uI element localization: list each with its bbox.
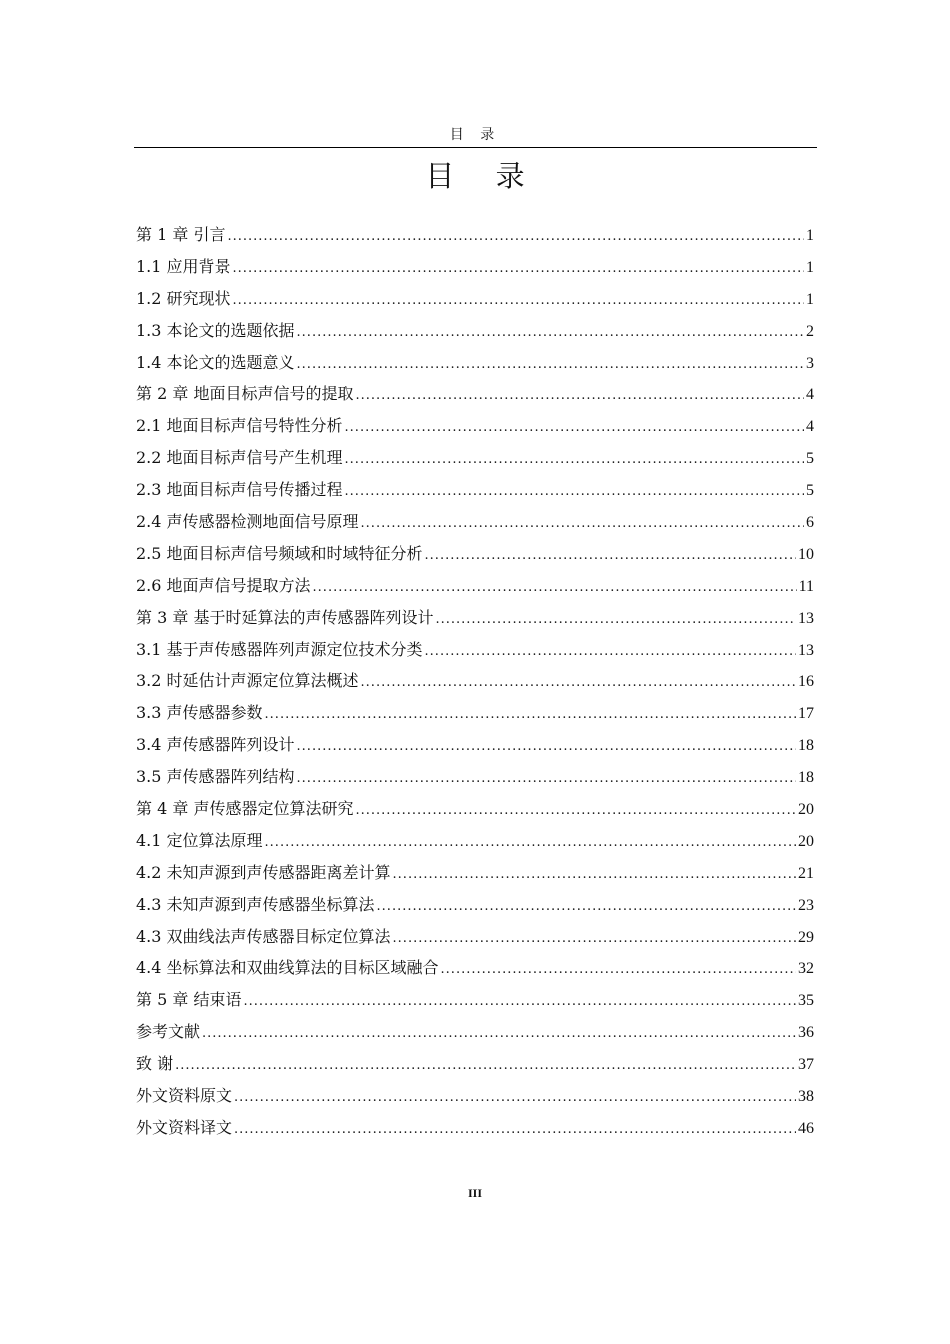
toc-entry[interactable] — [136, 793, 814, 825]
toc-dot-leader — [377, 891, 796, 923]
toc-entry-page: 13 — [798, 609, 814, 627]
toc-dot-leader — [345, 444, 804, 476]
toc-entry-label: 1.3 本论文的选题依据 — [136, 320, 295, 340]
toc-entry-page: 3 — [806, 354, 814, 372]
toc-entry-page: 6 — [806, 514, 814, 532]
toc-entry-label: 2.2 地面目标声信号产生机理 — [136, 448, 343, 468]
toc-entry-label: 3.5 声传感器阵列结构 — [136, 767, 295, 787]
toc-entry-page: 20 — [798, 801, 814, 819]
toc-dot-leader — [345, 476, 804, 508]
toc-entry[interactable] — [136, 1048, 814, 1080]
toc-entry-label: 4.4 坐标算法和双曲线算法的目标区域融合 — [136, 958, 439, 978]
toc-dot-leader — [441, 954, 796, 986]
toc-entry[interactable] — [136, 315, 814, 347]
toc-entry-label: 1.2 研究现状 — [136, 288, 231, 308]
toc-dot-leader — [297, 731, 796, 763]
toc-entry[interactable] — [136, 1080, 814, 1112]
toc-dot-leader — [234, 1114, 796, 1146]
toc-entry[interactable] — [136, 378, 814, 410]
toc-dot-leader — [202, 1018, 796, 1050]
toc-entry[interactable] — [136, 1016, 814, 1048]
toc-entry[interactable] — [136, 410, 814, 442]
toc-entry[interactable] — [136, 538, 814, 570]
toc-entry[interactable] — [136, 665, 814, 697]
toc-entry-page: 46 — [798, 1119, 814, 1137]
toc-entry[interactable] — [136, 729, 814, 761]
toc-dot-leader — [425, 636, 796, 668]
toc-entry[interactable] — [136, 1112, 814, 1144]
toc-dot-leader — [435, 604, 796, 636]
page-number: III — [467, 1186, 482, 1200]
toc-dot-leader — [361, 508, 804, 540]
toc-entry-page: 5 — [806, 482, 814, 500]
toc-entry-page: 35 — [798, 992, 814, 1010]
toc-dot-leader — [355, 795, 796, 827]
toc-entry-label: 4.1 定位算法原理 — [136, 830, 263, 850]
toc-entry-page: 11 — [798, 577, 814, 595]
toc-entry-label: 参考文献 — [136, 1022, 201, 1042]
toc-entry[interactable] — [136, 283, 814, 315]
toc-entry-label: 2.5 地面目标声信号频域和时域特征分析 — [136, 543, 423, 563]
toc-entry-label: 3.3 声传感器参数 — [136, 703, 263, 723]
toc-dot-leader — [355, 380, 804, 412]
toc-entry-label: 第 4 章 声传感器定位算法研究 — [136, 799, 354, 819]
toc-entry-label: 4.2 未知声源到声传感器距离差计算 — [136, 862, 391, 882]
running-header: 目 录 — [449, 127, 501, 143]
table-of-contents — [136, 219, 814, 1144]
toc-entry-label: 2.4 声传感器检测地面信号原理 — [136, 512, 359, 532]
toc-entry[interactable] — [136, 347, 814, 379]
toc-entry[interactable] — [136, 602, 814, 634]
toc-dot-leader — [233, 253, 804, 285]
toc-entry-page: 4 — [806, 386, 814, 404]
toc-entry-label: 第 3 章 基于时延算法的声传感器阵列设计 — [136, 607, 434, 627]
toc-dot-leader — [233, 285, 804, 317]
toc-dot-leader — [265, 827, 796, 859]
toc-dot-leader — [227, 221, 804, 253]
toc-entry[interactable] — [136, 634, 814, 666]
toc-dot-leader — [393, 859, 796, 891]
toc-entry[interactable] — [136, 889, 814, 921]
toc-entry-page: 10 — [798, 545, 814, 563]
toc-entry-page: 18 — [798, 769, 814, 787]
toc-entry[interactable] — [136, 921, 814, 953]
toc-entry-page: 4 — [806, 418, 814, 436]
toc-entry-page: 32 — [798, 960, 814, 978]
toc-entry-page: 2 — [806, 322, 814, 340]
toc-entry-label: 3.4 声传感器阵列设计 — [136, 735, 295, 755]
toc-entry-page: 1 — [806, 258, 814, 276]
toc-entry[interactable] — [136, 825, 814, 857]
toc-entry[interactable] — [136, 474, 814, 506]
toc-entry-label: 第 2 章 地面目标声信号的提取 — [136, 384, 354, 404]
toc-entry-label: 致 谢 — [136, 1054, 174, 1074]
toc-entry-label: 第 5 章 结束语 — [136, 990, 242, 1010]
toc-entry[interactable] — [136, 442, 814, 474]
toc-dot-leader — [297, 317, 804, 349]
toc-entry-label: 2.6 地面声信号提取方法 — [136, 575, 311, 595]
toc-entry-page: 38 — [798, 1088, 814, 1106]
toc-entry-label: 2.3 地面目标声信号传播过程 — [136, 480, 343, 500]
toc-entry-page: 16 — [798, 673, 814, 691]
toc-dot-leader — [393, 923, 796, 955]
toc-entry-label: 外文资料原文 — [136, 1086, 233, 1106]
toc-entry-page: 13 — [798, 641, 814, 659]
toc-entry-page: 1 — [806, 290, 814, 308]
toc-entry-label: 外文资料译文 — [136, 1117, 233, 1137]
toc-entry-page: 20 — [798, 832, 814, 850]
page-title: 目 录 — [425, 159, 541, 193]
toc-dot-leader — [361, 667, 796, 699]
toc-dot-leader — [297, 349, 804, 381]
toc-entry-label: 1.1 应用背景 — [136, 256, 231, 276]
toc-entry-label: 2.1 地面目标声信号特性分析 — [136, 416, 343, 436]
toc-entry[interactable] — [136, 984, 814, 1016]
toc-entry-page: 1 — [806, 227, 814, 244]
toc-entry[interactable] — [136, 506, 814, 538]
toc-entry-label: 3.1 基于声传感器阵列声源定位技术分类 — [136, 639, 423, 659]
toc-entry[interactable] — [136, 952, 814, 984]
toc-entry-page: 36 — [798, 1024, 814, 1042]
toc-entry-page: 29 — [798, 928, 814, 946]
toc-entry[interactable] — [136, 570, 814, 602]
toc-entry[interactable] — [136, 761, 814, 793]
toc-entry-label: 3.2 时延估计声源定位算法概述 — [136, 671, 359, 691]
toc-entry-label: 1.4 本论文的选题意义 — [136, 352, 295, 372]
header-rule — [134, 147, 817, 148]
toc-dot-leader — [175, 1050, 796, 1082]
toc-entry-page: 17 — [798, 705, 814, 723]
toc-entry-label: 第 1 章 引言 — [136, 225, 226, 244]
toc-dot-leader — [313, 572, 797, 604]
toc-dot-leader — [265, 699, 796, 731]
toc-entry[interactable] — [136, 251, 814, 283]
toc-entry-page: 18 — [798, 737, 814, 755]
toc-dot-leader — [297, 763, 796, 795]
toc-entry[interactable] — [136, 219, 814, 251]
toc-entry[interactable] — [136, 857, 814, 889]
toc-dot-leader — [425, 540, 796, 572]
toc-entry-page: 5 — [806, 450, 814, 468]
toc-dot-leader — [234, 1082, 796, 1114]
toc-dot-leader — [243, 986, 796, 1018]
toc-entry[interactable] — [136, 697, 814, 729]
toc-entry-page: 23 — [798, 896, 814, 914]
toc-dot-leader — [345, 412, 804, 444]
toc-entry-label: 4.3 双曲线法声传感器目标定位算法 — [136, 926, 391, 946]
toc-entry-page: 37 — [798, 1056, 814, 1074]
toc-entry-page: 21 — [798, 864, 814, 882]
toc-entry-label: 4.3 未知声源到声传感器坐标算法 — [136, 894, 375, 914]
